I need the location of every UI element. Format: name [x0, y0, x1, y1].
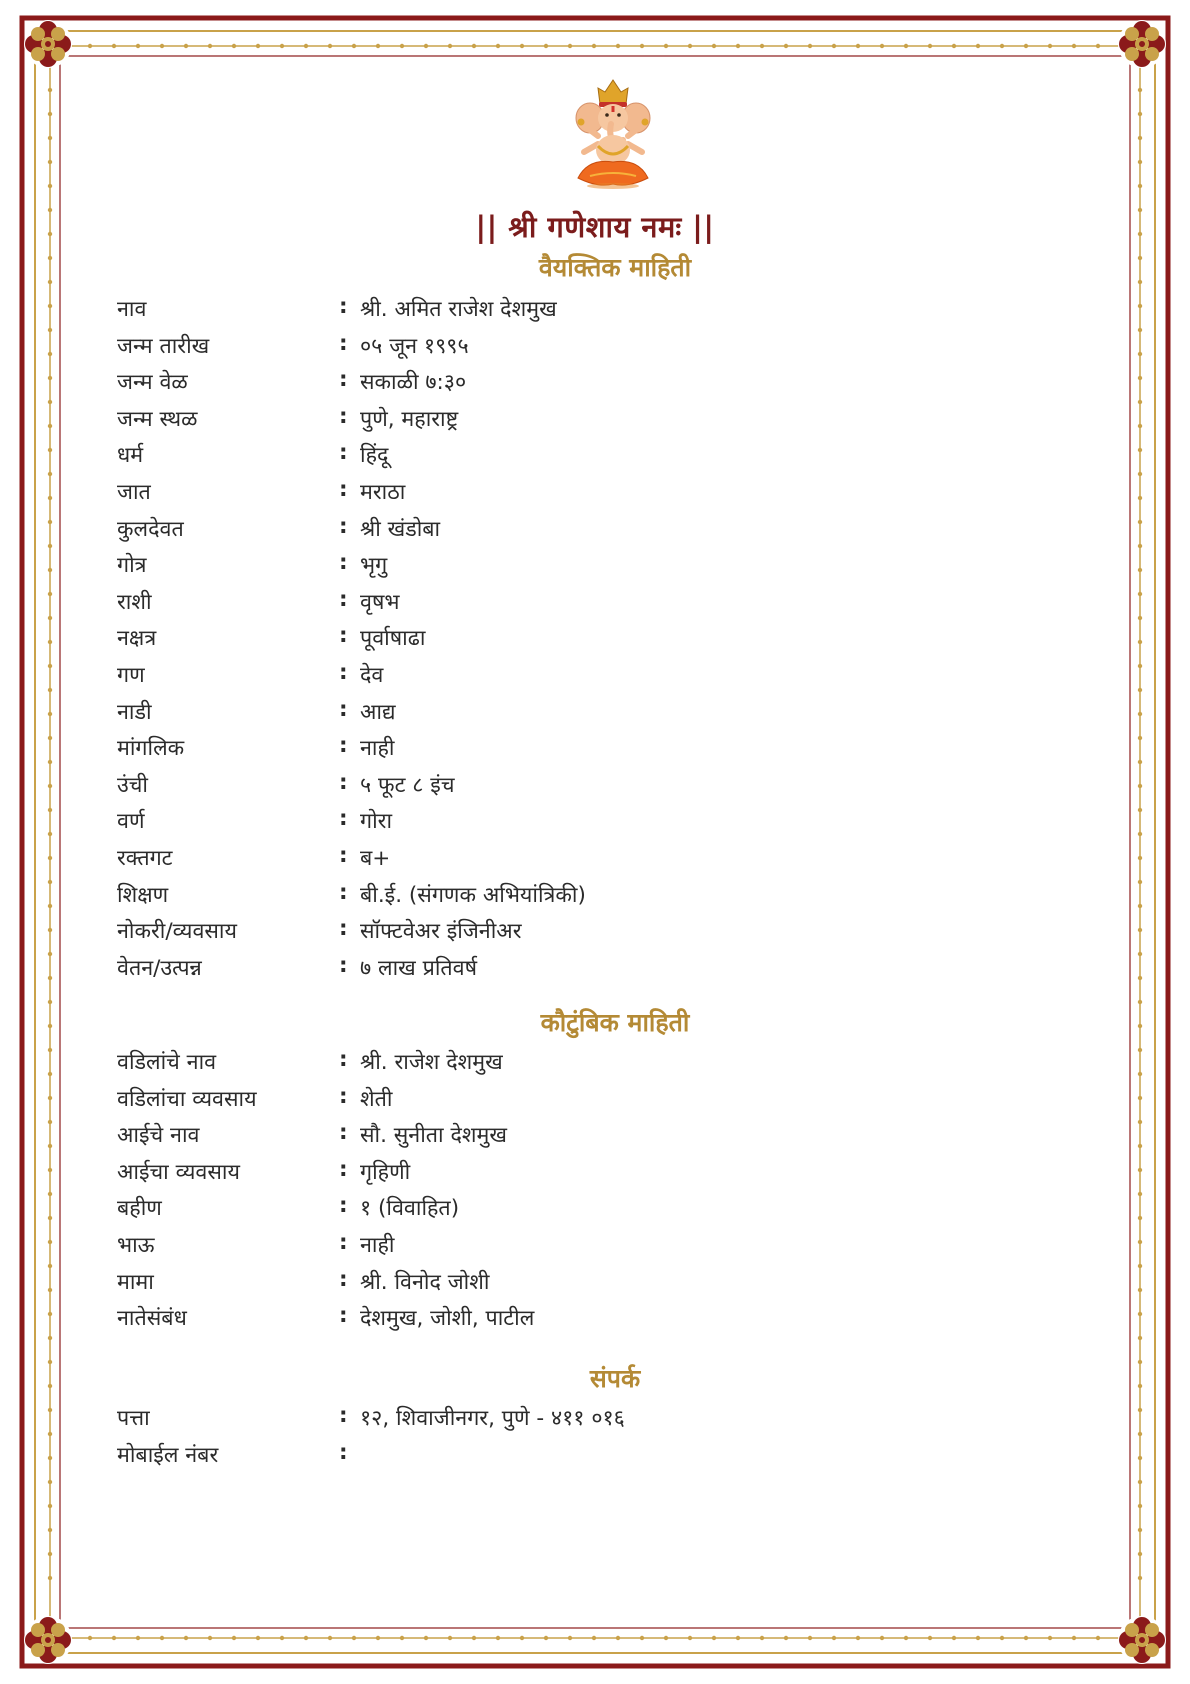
row-label: वडिलांचे नाव — [117, 1050, 217, 1075]
row-value: १ (विवाहित) — [360, 1196, 460, 1222]
row-colon: : — [339, 294, 348, 319]
row-colon: : — [339, 367, 348, 393]
row-colon: : — [339, 1230, 348, 1255]
row-value: वृषभ — [360, 589, 400, 615]
row-colon: : — [339, 550, 348, 576]
row-label: गोत्र — [117, 553, 147, 579]
row-colon: : — [339, 1439, 348, 1465]
row-label: धर्म — [117, 443, 144, 469]
row-label: वेतन/उत्पन्न — [117, 955, 202, 981]
row-value: श्री खंडोबा — [360, 516, 441, 542]
row-label: जात — [117, 480, 151, 505]
row-value: ब+ — [360, 846, 391, 871]
row-value: सकाळी ७:३० — [360, 370, 467, 396]
row-label: पत्ता — [117, 1406, 150, 1431]
row-value: बी.ई. (संगणक अभियांत्रिकी) — [360, 882, 586, 908]
invocation-heading: || श्री गणेशाय नमः || — [475, 210, 715, 244]
row-label: नाव — [117, 297, 147, 322]
row-value: भृगु — [360, 553, 388, 579]
row-value: गोरा — [360, 809, 393, 835]
row-label: मामा — [117, 1269, 154, 1295]
row-label: नातेसंबंध — [117, 1306, 187, 1332]
row-value: देशमुख, जोशी, पाटील — [360, 1306, 535, 1332]
row-colon: : — [339, 952, 348, 978]
row-value: पुणे, महाराष्ट्र — [360, 406, 459, 432]
row-value: ५ फूट ८ इंच — [360, 772, 455, 798]
row-colon: : — [339, 696, 348, 722]
row-value: ७ लाख प्रतिवर्ष — [360, 955, 478, 981]
row-label: बहीण — [117, 1196, 162, 1222]
row-value: पूर्वाषाढा — [360, 626, 426, 652]
row-label: भाऊ — [117, 1233, 155, 1258]
row-label: गण — [117, 663, 145, 688]
row-label: वर्ण — [117, 809, 145, 835]
row-colon: : — [339, 513, 348, 539]
row-colon: : — [339, 1303, 348, 1329]
section-title: कौटुंबिक माहिती — [540, 1008, 690, 1037]
row-colon: : — [339, 1156, 348, 1182]
row-label: रक्तगट — [117, 846, 173, 871]
section-title: वैयक्तिक माहिती — [538, 253, 692, 282]
row-value: श्री. अमित राजेश देशमुख — [360, 297, 557, 322]
row-colon: : — [339, 733, 348, 759]
row-value: मराठा — [360, 480, 406, 505]
row-value: देव — [360, 663, 384, 688]
row-value: श्री. विनोद जोशी — [360, 1269, 490, 1295]
row-colon: : — [339, 1120, 348, 1146]
row-value: शेती — [360, 1086, 393, 1112]
row-value: गृहिणी — [360, 1159, 411, 1185]
row-colon: : — [339, 660, 348, 685]
row-label: नाडी — [117, 699, 152, 725]
row-label: जन्म स्थळ — [117, 406, 198, 432]
row-colon: : — [339, 586, 348, 612]
row-label: आईचा व्यवसाय — [117, 1159, 240, 1185]
row-colon: : — [339, 330, 348, 356]
row-label: मांगलिक — [117, 736, 185, 762]
row-value: ०५ जून १९९५ — [360, 333, 469, 359]
section-title: संपर्क — [589, 1364, 641, 1393]
row-label: जन्म वेळ — [117, 370, 188, 396]
row-colon: : — [339, 477, 348, 502]
row-value: सॉफ्टवेअर इंजिनीअर — [360, 919, 522, 945]
row-value: नाही — [360, 1233, 395, 1258]
row-colon: : — [339, 1403, 348, 1428]
row-label: राशी — [117, 589, 152, 615]
row-label: कुलदेवत — [117, 516, 184, 542]
row-colon: : — [339, 916, 348, 942]
row-value: सौ. सुनीता देशमुख — [360, 1123, 507, 1149]
row-colon: : — [339, 403, 348, 429]
row-value: आद्य — [360, 699, 396, 725]
row-colon: : — [339, 623, 348, 649]
row-colon: : — [339, 1083, 348, 1109]
row-colon: : — [339, 843, 348, 868]
ganesha-icon — [568, 78, 658, 190]
row-value: हिंदू — [360, 443, 389, 469]
row-colon: : — [339, 806, 348, 832]
row-label: मोबाईल नंबर — [117, 1442, 219, 1468]
row-colon: : — [339, 1047, 348, 1072]
row-label: शिक्षण — [117, 882, 169, 908]
row-value: नाही — [360, 736, 395, 762]
row-value: श्री. राजेश देशमुख — [360, 1050, 503, 1075]
row-label: नोकरी/व्यवसाय — [117, 919, 237, 945]
row-colon: : — [339, 769, 348, 795]
row-colon: : — [339, 879, 348, 905]
row-label: जन्म तारीख — [117, 333, 210, 359]
row-colon: : — [339, 440, 348, 466]
row-label: नक्षत्र — [117, 626, 157, 652]
row-label: आईचे नाव — [117, 1123, 200, 1149]
row-label: उंची — [117, 772, 149, 798]
row-colon: : — [339, 1193, 348, 1219]
row-value: १२, शिवाजीनगर, पुणे - ४११ ०१६ — [360, 1406, 625, 1431]
row-label: वडिलांचा व्यवसाय — [117, 1086, 257, 1112]
row-colon: : — [339, 1266, 348, 1292]
